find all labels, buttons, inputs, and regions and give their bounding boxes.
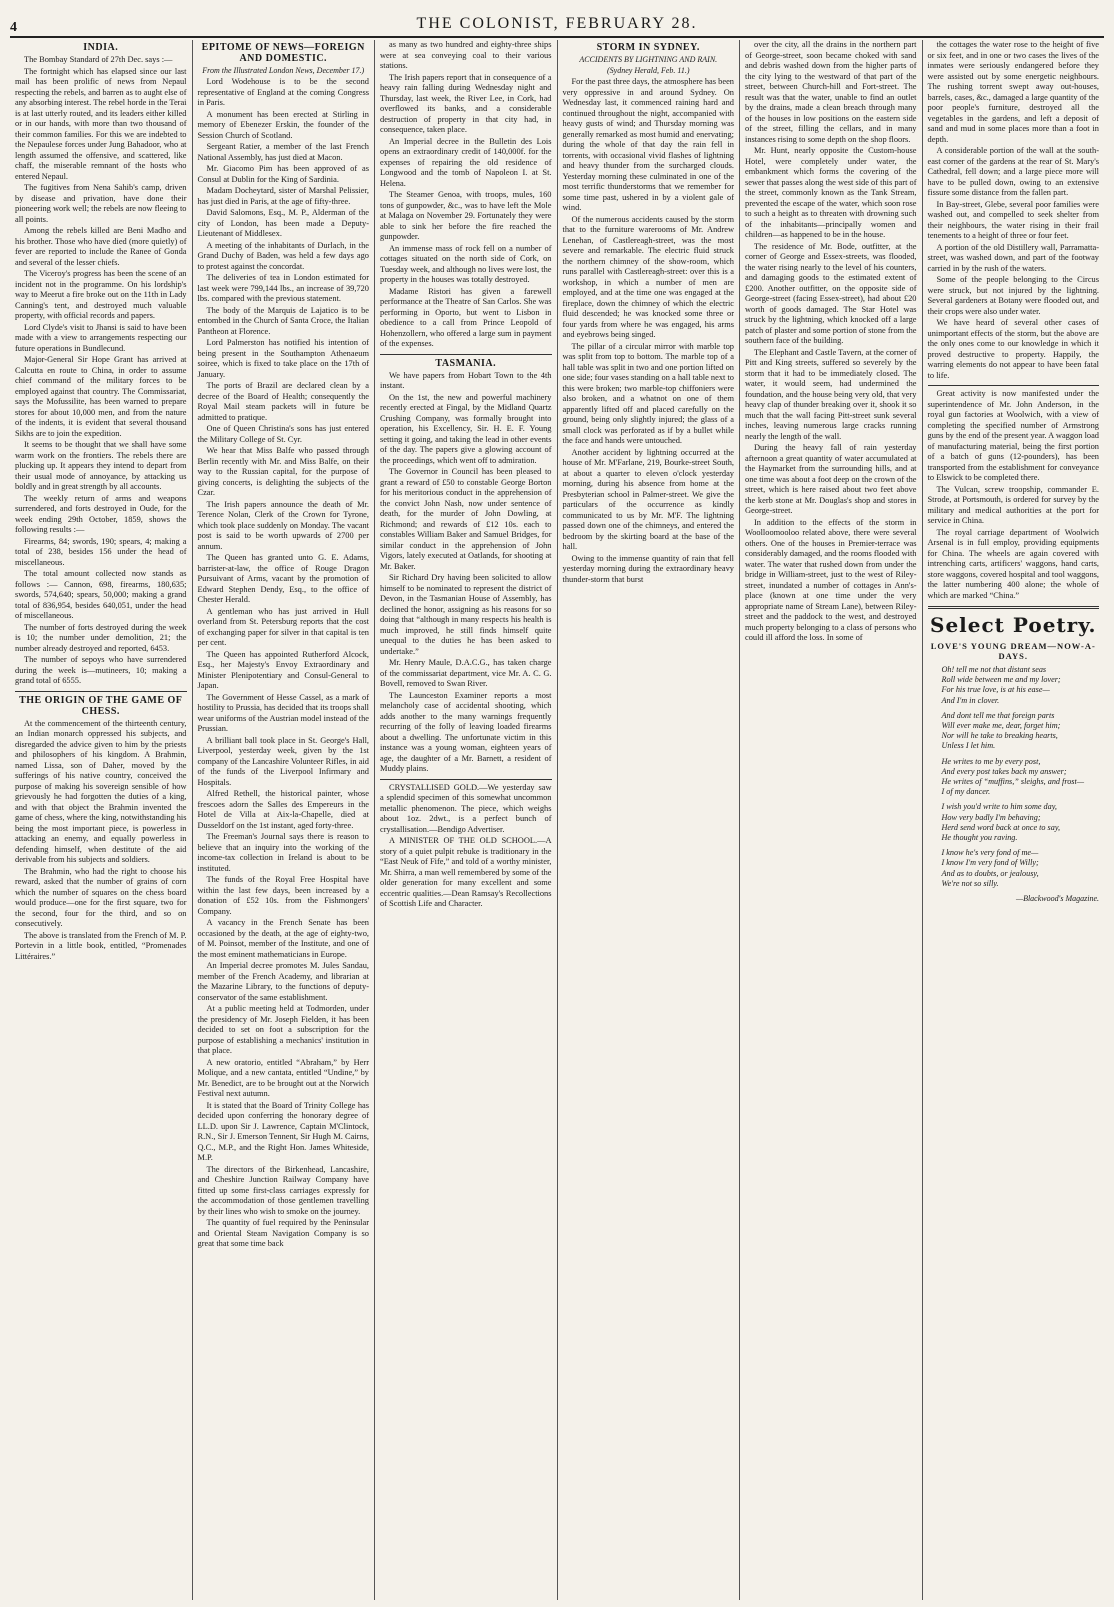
paragraph: A portion of the old Distillery wall, Parramatta-street, was washed down, and part of the footway carried in by the rush of the waters. xyxy=(927,242,1099,273)
paragraph: The fugitives from Nena Sahib's camp, driven by disease and privation, have done their pioneering work well; the rebels are now fleeing to all points. xyxy=(15,183,187,224)
section-heading: THE ORIGIN OF THE GAME OF CHESS. xyxy=(19,694,183,717)
paragraph: An Imperial decree in the Bulletin des Lois opens an extraordinary credit of 140,000f. for the expenses of repairing the old residence of Longwood and the tomb of Napoleon I. at St. Helena. xyxy=(380,136,552,188)
poem-line: Herd send word back at once to say, xyxy=(941,822,1061,832)
paragraph: The directors of the Birkenhead, Lancashire, and Cheshire Junction Railway Company have fitted up some first-class carriages expressly for the accommodation of those gentlemen travelling by their lines who wish to smoke on the journey. xyxy=(197,1164,369,1216)
paragraph: Alfred Rethell, the historical painter, whose frescoes adorn the Salles des Empereurs in the Hotel de Villa at Aix-la-Chapelle, died at Dusseldorf on the 1st instant, aged forty-three. xyxy=(197,789,369,830)
source-note: (Sydney Herald, Feb. 11.) xyxy=(607,66,690,75)
paragraph: Lord Wodehouse is to be the second representative of England at the coming Congress in Paris. xyxy=(197,77,369,107)
column-5 xyxy=(740,40,923,1600)
column-4 xyxy=(558,40,741,1600)
paragraph: Among the rebels killed are Beni Madho and his brother. Those who have died (more quietly) of fever are reported to include the Ranee of Gonda and several of the lesser chiefs. xyxy=(15,226,187,267)
paragraph: as many as two hundred and eighty-three ships were at sea conveying coal to their various stations. xyxy=(380,40,552,70)
paragraph: The above is translated from the French of M. P. Portevin in a little book, entitled, “Promenades Littéraires.” xyxy=(15,930,187,961)
paragraph: The total amount collected now stands as follows :— Cannon, 698, firearms, 180,635; swords, 574,640; spears, 50,000; making a grand total of 836,954, besides 640,051, under the head of miscellaneous. xyxy=(15,569,187,620)
poem-line: And I'm in clover. xyxy=(941,695,1000,705)
paragraph: The Viceroy's progress has been the scene of an incident not in the programme. On his lordship's way to Meerut a fire broke out on the 11th in Lady Canning's tent, and destroyed much valuable property, with official records and papers. xyxy=(15,269,187,320)
paragraph: The Government of Hesse Cassel, as a mark of hostility to Prussia, has decided that its troops shall wear uniforms of the Austrian model instead of the Prussian. xyxy=(197,692,369,733)
article-columns xyxy=(10,40,1104,1600)
paragraph: A MINISTER OF THE OLD SCHOOL.—A story of a quiet pulpit rebuke is traditionary in the “East Neuk of Fife,” and told of a worthy minister, Mr. Shirra, a man well remembered by some of the older generation for many excellent and some eccentric qualities.—Dean Ramsay's Recollections of Scottish Life and Character. xyxy=(380,836,552,908)
poem-stanza xyxy=(928,802,1100,843)
poem-line: Roll wide between me and my lover; xyxy=(941,675,1061,685)
section-heading: EPITOME OF NEWS—FOREIGN AND DOMESTIC. xyxy=(201,42,365,64)
newspaper-title: THE COLONIST, FEBRUARY 28. xyxy=(416,15,698,32)
page-number: 4 xyxy=(10,20,17,35)
paragraph: For the past three days, the atmosphere has been very oppressive in and around Sydney. On Wednesday last, it commenced raining hard and continued throughout the night, accompanied with heavy gusts of wind; and Thursday morning was generally remarked as most humid and enervating; during the whole of that day the rain fell in torrents, with occasional vivid flashes of lightning and heavy thunder from the surcharged clouds. Yesterday morning these culminated in one of the most terrific thunderstorms that we remember for some time past, ushered in by a violent gale of wind. xyxy=(562,77,734,212)
paragraph: At the commencement of the thirteenth century, an Indian monarch oppressed his subjects, and disregarded the advice given to him by the priests and philosophers of his kingdom. A Brahmin, named Lissa, son of Daher, moved by the sufferings of his native country, conceived the purpose of making his sovereign sensible of how grievously he had forgotten the duties of a king, and with that object the Brahmin invented the game of chess, where the king, notwithstanding his being the most important piece, is powerless in attacking an enemy, and equally powerless in defending himself, when destitute of the aid derivable from his subjects and soldiers. xyxy=(15,718,187,864)
poem-stanza xyxy=(928,711,1100,752)
poem-line: Unless I let him. xyxy=(941,741,996,751)
poem-stanza xyxy=(928,757,1100,798)
poem-line: And every post takes back my answer; xyxy=(941,766,1067,776)
paragraph: One of Queen Christina's sons has just entered the Military College of St. Cyr. xyxy=(197,424,369,444)
paragraph: Madame Ristori has given a farewell performance at the Theatre of San Carlos. She was performing in Oporto, but went to Lisbon in obedience to a call from Prince Leopold of Hohenzollern, who offered a large sum in payment of the expenses. xyxy=(380,286,552,348)
paragraph: At a public meeting held at Todmorden, under the presidency of Mr. Joseph Fielden, it has been decided to set on foot a subscription for the purpose of establishing a mechanics' institution in that place. xyxy=(197,1004,369,1055)
poem-stanza xyxy=(928,665,1100,706)
paragraph: over the city, all the drains in the northern part of George-street, soon became choked with sand and debris washed down from the higher parts of the city lying to the westward of that part of the street, between Church-hill and Fort-street. The result was that the water, unable to find an outlet by the drains, made a clean breach through many of the houses in low positions on the eastern side of the street, filling the cellars, and in many instances rising to some depth on the shop floors. xyxy=(745,40,917,144)
paragraph: Great activity is now manifested under the superintendence of Mr. John Anderson, in the royal gun factories at Woolwich, with a view of completing the specified number of Armstrong guns by the end of the present year. A waggon load of manufacturing material, being the first portion of a batch of guns (12-pounders), has been transported from the establishment for conveyance to Elswick to be completed there. xyxy=(927,389,1099,482)
paragraph: A considerable portion of the wall at the south-east corner of the gardens at the rear of St. Mary's Cathedral, fell down; and a large piece more will have to be pulled down, owing to an extensive fissure some distance from the fallen part. xyxy=(927,146,1099,197)
paragraph: The funds of the Royal Free Hospital have within the last few days, been increased by a donation of £52 10s. from the Fishmongers' Company. xyxy=(197,875,369,916)
poem-line: For his true love, is at his ease— xyxy=(941,685,1050,695)
paragraph: The fortnight which has elapsed since our last mail has been prolific of news from Nepaul respecting the rebels, and barren as to aught else of any absorbing interest. The rebel horde in the Terai is at last utterly routed, and its leaders either killed or in our hands, with more than two thousand of their common families. For this we are indebted to the Nepaulese forces under Jung Bahadoor, who at length assumed the offensive, and scattered, like chaff, the miserable remnant of the hosts who entered Nepaul. xyxy=(15,66,187,181)
paragraph: The ports of Brazil are declared clean by a decree of the Board of Health; consequently the Royal Mail steam packets will in future be admitted to pratique. xyxy=(197,381,369,422)
poem-line: And as to doubts, or jealousy, xyxy=(941,868,1039,878)
column-3 xyxy=(375,40,558,1600)
paragraph: A new oratorio, entitled “Abraham,” by Herr Molique, and a new cantata, entitled “Undine,” by Mr. Benedict, are to be brought out at the Norwich Festival next autumn. xyxy=(197,1057,369,1098)
paragraph: A brilliant ball took place in St. George's Hall, Liverpool, yesterday week, given by the 1st company of the Lancashire Volunteer Rifles, in aid of the funds of the Liverpool Infirmary and Hospitals. xyxy=(197,735,369,787)
poem-line: How very badly I'm behaving; xyxy=(941,812,1041,822)
paragraph: In Bay-street, Glebe, several poor families were washed out, and compelled to seek shelter from their neighbours, the water rising in their frail tenements to a height of three or four feet. xyxy=(927,199,1099,240)
divider xyxy=(15,691,187,692)
paragraph: Mr. Henry Maule, D.A.C.G., has taken charge of the commissariat department, vice Mr. A. C. G. Bovell, removed to Swan River. xyxy=(380,658,552,688)
paragraph: The deliveries of tea in London estimated for last week were 799,144 lbs., an increase of 39,720 lbs. compared with the previous statement. xyxy=(197,273,369,303)
paragraph: The pillar of a circular mirror with marble top was split from top to bottom. The marble top of a hall table was split in two and one portion lifted on one side; four vases standing on a hall table next to this were broken; two marble-top chiffoniers were also broken, and a whatnot on one of them apparently lifted off and placed carefully on the ground, being only slightly injured; the glass of a small clock was perforated as if by a bullet while the face and hands were untouched. xyxy=(562,341,734,445)
paragraph: A vacancy in the French Senate has been occasioned by the death, at the age of eighty-two, of M. Poinsot, member of the Institute, and one of the most eminent mathematicians in Europe. xyxy=(197,918,369,959)
poetry-section-title: Select Poetry. xyxy=(930,613,1097,637)
paragraph: The royal carriage department of Woolwich Arsenal is in full employ, providing equipments for China. The wheels are again covered with intrenching carts, artificers' waggons, hand carts, store waggons, covered hospital and tool waggons, the latter numbering 400 alone; the whole of which are marked “China.” xyxy=(927,527,1099,600)
paragraph: The number of sepoys who have surrendered during the week is—mutineers, 10; making a grand total of 6555. xyxy=(15,655,187,685)
paragraph: The Bombay Standard of 27th Dec. says :— xyxy=(24,55,173,64)
paragraph: An Imperial decree promotes M. Jules Sandau, member of the French Academy, and librarian at the Mazarine Library, to the functions of deputy-conservator of the same establishment. xyxy=(197,961,369,1002)
paragraph: We have heard of several other cases of unimportant effects of the storm, but the above are the only ones come to our knowledge in which it proved destructive to property. Happily, the warring elements do not appear to have been fatal to life. xyxy=(927,318,1099,380)
paragraph: An immense mass of rock fell on a number of cottages situated on the north side of Cork, on Tuesday week, and although no lives were lost, the property in the houses was totally destroyed. xyxy=(380,243,552,284)
poem-attribution: —Blackwood's Magazine. xyxy=(1015,894,1099,904)
paragraph: Firearms, 84; swords, 190; spears, 4; making a total of 238, besides 156 under the head of miscellaneous. xyxy=(15,536,187,567)
paragraph: A meeting of the inhabitants of Durlach, in the Grand Duchy of Baden, was held a few days ago to protest against the concordat. xyxy=(197,240,369,271)
poem-line: Nor will he take to breaking hearts, xyxy=(941,731,1058,741)
paragraph: Sir Richard Dry having been solicited to allow himself to be nominated to represent the district of Devon, in the Tasmanian House of Assembly, has declined the honor, assigning as his reasons for so doing that “although in many respects his health is much improved, he still finds himself quite unequal to the duties he has been asked to undertake.” xyxy=(380,573,552,656)
paragraph: The Freeman's Journal says there is reason to believe that an inquiry into the working of the income-tax collection in Ireland is about to be instituted. xyxy=(197,832,369,873)
masthead xyxy=(10,6,1104,38)
divider xyxy=(380,354,552,355)
poem-line: He writes to me by every post, xyxy=(941,756,1041,766)
paragraph: The number of forts destroyed during the week is 10; the number under demolition, 21; the number already destroyed and reported, 6453. xyxy=(15,622,187,653)
poem-title: LOVE'S YOUNG DREAM—NOW-A-DAYS. xyxy=(930,641,1096,661)
paragraph: Lord Clyde's visit to Jhansi is said to have been made with a view to arrangements respecting our future operations in Bundlecund. xyxy=(15,322,187,353)
paragraph: Owing to the immense quantity of rain that fell yesterday morning during the extraordinary heavy thunder-storm that burst xyxy=(562,553,734,584)
source-note: From the Illustrated London News, December 17.) xyxy=(202,66,365,75)
paragraph: The Brahmin, who had the right to choose his reward, asked that the number of grains of corn which the number of squares on the chess board would produce—one for the first square, two for the second, four for the third, and so on consecutively. xyxy=(15,866,187,928)
paragraph: The Launceston Examiner reports a most melancholy case of accidental shooting, which adds another to the many warnings frequently recurring of the folly of leaving loaded firearms about a dwelling. The unfortunate victim in this instance was a young woman, eighteen years of age, the daughter of a Mr. Barnett, a resident of Muddy plains. xyxy=(380,690,552,773)
paragraph: Madam Docheytard, sister of Marshal Pelissier, has just died in Paris, at the age of fifty-three. xyxy=(197,186,369,206)
paragraph: In addition to the effects of the storm in Woolloomooloo related above, there were several others. One of the houses in Premier-terrace was considerably damaged, and the rooms flooded with water. The water that rushed down from under the bridge in William-street, just to the west of Riley-street, inundated a number of cottages in Ann's-place (known at one time under the very appropriate name of Stream Lane), between Riley-street and the paddock to the west, and destroyed much property belonging to a class of persons who could ill afford the loss. In some of xyxy=(745,517,917,642)
paragraph: During the heavy fall of rain yesterday afternoon a great quantity of water accumulated at the Haymarket from the surrounding hills, and at one time was about a foot deep on the crown of the street, which is here raised about two feet above the kerb stone at Mr. Douglas's shop and stores in George-street. xyxy=(745,443,917,515)
paragraph: The Queen has granted unto G. E. Adams, barrister-at-law, the office of Rouge Dragon Pursuivant of Arms, vacant by the promotion of Edward Stephen Dendy, Esq., to the office of Chester Herald. xyxy=(197,553,369,604)
poem-line: I wish you'd write to him some day, xyxy=(941,802,1057,812)
paragraph: The Vulcan, screw troopship, commander E. Strode, at Portsmouth, is ordered for survey by the military and medical authorities at the port for service in China. xyxy=(927,484,1099,525)
poem-line: We're not so silly. xyxy=(941,878,999,888)
column-1 xyxy=(10,40,193,1600)
paragraph: Mr. Hunt, nearly opposite the Custom-house Hotel, were completely under water, the embankment which forms the covering of the sewer that passes along the west side of this part of the street, commonly known as the Tank Stream, prevented the escape of the water, which soon rose to such a height as to threaten with drowning such of the inhabitants—principally women and children—as happened to be in the house. xyxy=(745,146,917,239)
paragraph: CRYSTALLISED GOLD.—We yesterday saw a splendid specimen of this somewhat uncommon metallic phenomenon. The piece, which weighs about 1oz. 2dwt., is a perfect bunch of crystallisation.—Bendigo Advertiser. xyxy=(380,782,552,834)
paragraph: The Irish papers announce the death of Mr. Terence Nolan, Clerk of the Crown for Tyrone, which took place suddenly on Monday. The vacant post is said to be worth upwards of 2700 per annum. xyxy=(197,499,369,551)
paragraph: Lord Palmerston has notified his intention of being present in the Southampton Athenaeum soiree, which is fixed to take place on the 17th of January. xyxy=(197,338,369,379)
column-2 xyxy=(193,40,376,1600)
poem-line: He thought you raving. xyxy=(941,833,1018,843)
subheading: ACCIDENTS BY LIGHTNING AND RAIN. xyxy=(579,55,718,64)
paragraph: The Governor in Council has been pleased to grant a reward of £50 to constable George Borton for his meritorious conduct in the apprehension of the convict John Nash, now under sentence of death, for the murder of John Dowling, at Richmond; and rewards of £12 10s. each to constables William Baker and Samuel Bridges, for similar conduct in the apprehension of John Vigors, lately executed at Oatlands, for shooting at Mr. Baker. xyxy=(380,467,552,571)
paragraph: The weekly return of arms and weapons surrendered, and forts destroyed in Oude, for the week ending 29th October, 1859, shows the following results :— xyxy=(15,493,187,534)
divider xyxy=(380,779,552,780)
poem-line: I of my dancer. xyxy=(941,787,991,797)
paragraph: A monument has been erected at Stirling in memory of Ebenezer Erskin, the founder of the Session Church of Scotland. xyxy=(197,109,369,140)
paragraph: Mr. Giacomo Pim has been approved of as Consul at Dublin for the King of Sardinia. xyxy=(197,164,369,184)
paragraph: Major-General Sir Hope Grant has arrived at Calcutta en route to China, in order to assume chief command of the military forces to be employed against that country. The Commissariat, says the Mofussilite, has been warned to prepare stores for about 10,000 men, and from the nature of the indents, it is evident that several thousand Sikhs are to join the expedition. xyxy=(15,355,187,438)
paragraph: David Salomons, Esq., M. P., Alderman of the city of London, has been made a Deputy-Lieutenant of Middlesex. xyxy=(197,208,369,238)
paragraph: The Steamer Genoa, with troops, mules, 160 tons of gunpowder, &c., was to have left the Mole at Malaga on November 29. Fortunately they were able to sink her before the fire reached the gunpowder. xyxy=(380,190,552,241)
paragraph: The residence of Mr. Bode, outfitter, at the corner of George and Essex-streets, was flooded, the water rising nearly to the level of his counters, and damaging goods to the estimated extent of £200. Another outfitter, on the opposite side of George-street (facing Essex-street), had about £20 worth of goods damaged. The Star Hotel was struck by the lightning, which knocked off a large patch of plaster and some portion of stone from the southern face of the building. xyxy=(745,241,917,345)
poem-stanza xyxy=(928,848,1100,889)
poem-line: He writes of “muffins,” sleighs, and frost— xyxy=(941,777,1085,787)
paragraph: A gentleman who has just arrived in Hull overland from St. Petersburg reports that the cost of exchanging paper for silver in that capital is ten per cent. xyxy=(197,606,369,647)
section-heading: INDIA. xyxy=(83,42,119,53)
paragraph: It is stated that the Board of Trinity College has decided upon conferring the honorary degree of LL.D. upon Sir J. Lawrence, Captain M'Clintock, R.N., Sir J. Emerson Tennent, Sir Hugh M. Cairns, Q.C., M.P., and the Right Hon. James Whiteside, M.P. xyxy=(197,1100,369,1162)
poem-line: Oh! tell me not that distant seas xyxy=(941,665,1047,674)
paragraph: Of the numerous accidents caused by the storm that to the furniture warerooms of Mr. Andrew Lenehan, of Castlereagh-street, was the most severe and remarkable. The electric fluid struck the northern chimney of the show-room, which runs parallel with Castlereagh-street: over this is a workshop, in which a number of men are employed, and at the time one was engaged at the fireplace, down the chimney of which the electric fluid descended; he was knocked some three or four yards from where he was engaged, his arms and eyebrows being singed. xyxy=(562,214,734,339)
poem-line: I know he's very fond of me— xyxy=(941,848,1039,858)
section-heading: STORM IN SYDNEY. xyxy=(596,42,700,53)
poem-line: I know I'm very fond of Willy; xyxy=(941,858,1039,868)
divider xyxy=(928,385,1100,386)
paragraph: Sergeant Ratier, a member of the last French National Assembly, has just died at Macon. xyxy=(197,142,369,162)
paragraph: On the 1st, the new and powerful machinery recently erected at Fingal, by the Midland Quartz Crushing Company, was formally brought into operation, his Excellency, Sir. H. E. F. Young setting it going, and taking the lead in other events of the day. The papers give a glowing account of the proceedings, which went off to admiration. xyxy=(380,392,552,465)
paragraph: The quantity of fuel required by the Peninsular and Oriental Steam Navigation Company is so great that some time back xyxy=(197,1218,369,1248)
paragraph: Some of the people belonging to the Circus were struck, but not injured by the lightning. Several gardeners at Botany were flooded out, and their crops were also under water. xyxy=(927,275,1099,316)
paragraph: It seems to be thought that we shall have some warm work on the frontiers. The rebels there are plucking up. It appears they intend to depart from their usual mode of annoyance, by attacking us boldly and in great strength by all accounts. xyxy=(15,440,187,491)
divider xyxy=(928,606,1100,609)
poem-line: Will ever make me, dear, forget him; xyxy=(941,721,1061,731)
paragraph: The body of the Marquis de Lajatico is to be entombed in the Church of Santa Croce, the Italian Pantheon at Florence. xyxy=(197,305,369,336)
paragraph: the cottages the water rose to the height of five or six feet, and in one or two cases the lives of the inmates were seriously endangered before they were assisted out by some energetic neighbours. The rushing torrent swept away out-houses, barrels, cases, &c., damaged a large quantity of the poor people's furniture, destroyed all the vegetables in the gardens, and left a deposit of sand and mud in some places more than a foot in depth. xyxy=(927,40,1099,144)
paragraph: The Queen has appointed Rutherford Alcock, Esq., her Majesty's Envoy Extraordinary and Minister Plenipotentiary and Consul-General to Japan. xyxy=(197,649,369,690)
paragraph: The Elephant and Castle Tavern, at the corner of Pitt and King streets, suffered so severely by the storm that it had to be immediately closed. The water, it would seem, had undermined the foundation, and the house being very old, that very heavy clap of thunder breaking over it, shook it so much that the wall facing Pitt-street sunk several inches, leaving numerous large cracks running nearly the length of the wall. xyxy=(745,347,917,441)
paragraph: Another accident by lightning occurred at the house of Mr. M'Farlane, 219, Bourke-street South, at about a quarter to eleven o'clock yesterday morning, during his absence from home at the Presbyterian school in Palmer-street. We give the particulars of the occurrence as kindly communicated to us by Mr. M'F. The lightning passed down one of the chimneys, and entered the bedroom by the skirting board at the base of the hall. xyxy=(562,447,734,551)
paragraph: We have papers from Hobart Town to the 4th instant. xyxy=(380,370,552,390)
poem-line: And dont tell me that foreign parts xyxy=(941,710,1055,720)
paragraph: We hear that Miss Balfe who passed through Berlin recently with Mr. and Miss Balfe, on their way to the Russian capital, for the purpose of giving concerts, is delighting the subjects of the Czar. xyxy=(197,446,369,497)
column-6 xyxy=(923,40,1105,1600)
section-heading: TASMANIA. xyxy=(435,357,497,369)
paragraph: The Irish papers report that in consequence of a heavy rain falling during Wednesday night and Thursday, last week, the River Lee, in Cork, had overflowed its banks, and a considerable destruction of property in that city had, in consequence, taken place. xyxy=(380,72,552,134)
